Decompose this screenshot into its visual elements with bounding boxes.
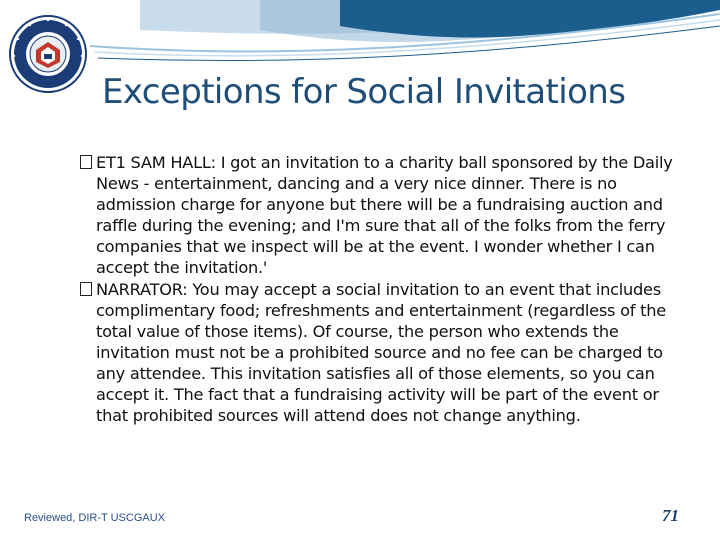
page-title: Exceptions for Social Invitations [102,72,626,112]
page-number: 71 [662,506,679,525]
list-item [80,279,680,426]
header-banner [0,0,720,70]
footer-text: Reviewed, DIR-T USCGAUX [24,512,165,524]
bullet-text: NARRATOR: You may accept a social invitation to an event that includes complimentary food; refreshments and entertainment (regardless of the total value of those items). Of course, the person who extends the invitation must not be a prohibited source and no fee can be charged to any attendee. This invitation satisfies all of those elements, so you can accept it. The fact that a fundraising activity will be part of the event or that prohibited sources will attend does not change anything. [96,280,666,425]
list-item [80,152,680,278]
bullet-text: ET1 SAM HALL: I got an invitation to a charity ball sponsored by the Daily News - entertainment, dancing and a very nice dinner. There is no admission charge for anyone but there will be a fundraising auction and raffle during the evening; and I'm sure that all of the folks from the ferry companies that we inspect will be at the event. I wonder whether I can accept the invitation.' [96,153,673,277]
bullet-list [80,152,680,427]
coast-guard-auxiliary-seal-icon [8,14,88,94]
square-bullet-icon [80,155,92,169]
square-bullet-icon [80,282,92,296]
